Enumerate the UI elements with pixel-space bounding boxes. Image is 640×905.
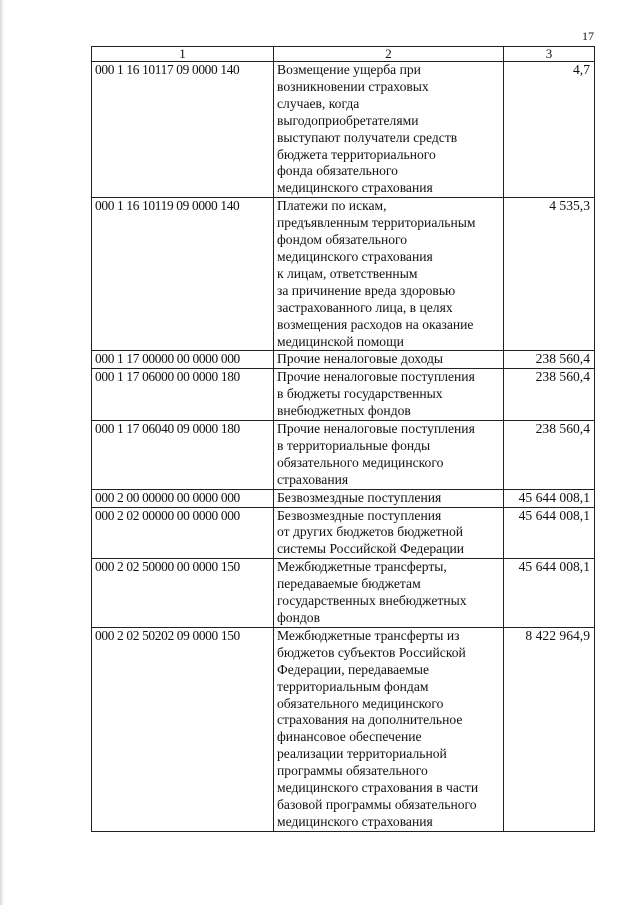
budget-revenue-table (91, 46, 595, 832)
table-row (92, 198, 595, 351)
row-name: Безвозмездные поступления от других бюджетов бюджетной системы Российской Федерации (274, 507, 504, 559)
row-code: 000 2 02 50000 00 0000 150 (92, 559, 274, 628)
row-amount: 45 644 008,1 (504, 507, 595, 559)
row-name: Возмещение ущерба при возникновении страховых случаев, когда выгодоприобретателями выступают получатели средств бюджета территориального фонда обязательного медицинского страхования (274, 62, 504, 198)
table-row (92, 369, 595, 421)
page-number: 17 (582, 29, 594, 43)
row-amount: 238 560,4 (504, 351, 595, 369)
table-row (92, 489, 595, 507)
table-row (92, 351, 595, 369)
row-amount: 4,7 (504, 62, 595, 198)
column-header-name: 2 (274, 47, 504, 62)
column-header-amount: 3 (504, 47, 595, 62)
row-name: Прочие неналоговые доходы (274, 351, 504, 369)
row-code: 000 2 02 50202 09 0000 150 (92, 627, 274, 831)
row-amount: 238 560,4 (504, 421, 595, 490)
row-name: Межбюджетные трансферты из бюджетов субъектов Российской Федерации, передаваемые территориальным фондам обязательного медицинского страхования на дополнительное финансовое обеспечение реализации территориальной программы обязательного медицинского страхования в части базовой программы обязательного медицинского страхования (274, 627, 504, 831)
row-amount: 45 644 008,1 (504, 489, 595, 507)
row-amount: 238 560,4 (504, 369, 595, 421)
table-row (92, 507, 595, 559)
row-code: 000 1 16 10117 09 0000 140 (92, 62, 274, 198)
row-name: Прочие неналоговые поступления в территориальные фонды обязательного медицинского страхования (274, 421, 504, 490)
row-amount: 45 644 008,1 (504, 559, 595, 628)
column-header-code: 1 (92, 47, 274, 62)
row-amount: 8 422 964,9 (504, 627, 595, 831)
table-row (92, 559, 595, 628)
row-amount: 4 535,3 (504, 198, 595, 351)
table-row (92, 421, 595, 490)
row-code: 000 2 00 00000 00 0000 000 (92, 489, 274, 507)
row-code: 000 1 16 10119 09 0000 140 (92, 198, 274, 351)
row-code: 000 1 17 06000 00 0000 180 (92, 369, 274, 421)
table-row (92, 62, 595, 198)
row-name: Межбюджетные трансферты, передаваемые бюджетам государственных внебюджетных фондов (274, 559, 504, 628)
row-name: Безвозмездные поступления (274, 489, 504, 507)
row-name: Прочие неналоговые поступления в бюджеты государственных внебюджетных фондов (274, 369, 504, 421)
row-code: 000 1 17 06040 09 0000 180 (92, 421, 274, 490)
table-header-row (92, 47, 595, 62)
table-row (92, 627, 595, 831)
scan-edge (0, 0, 4, 905)
row-code: 000 1 17 00000 00 0000 000 (92, 351, 274, 369)
row-name: Платежи по искам, предъявленным территориальным фондом обязательного медицинского страхования к лицам, ответственным за причинение вреда здоровью застрахованного лица, в целях возмещения расходов на оказание медицинской помощи (274, 198, 504, 351)
row-code: 000 2 02 00000 00 0000 000 (92, 507, 274, 559)
